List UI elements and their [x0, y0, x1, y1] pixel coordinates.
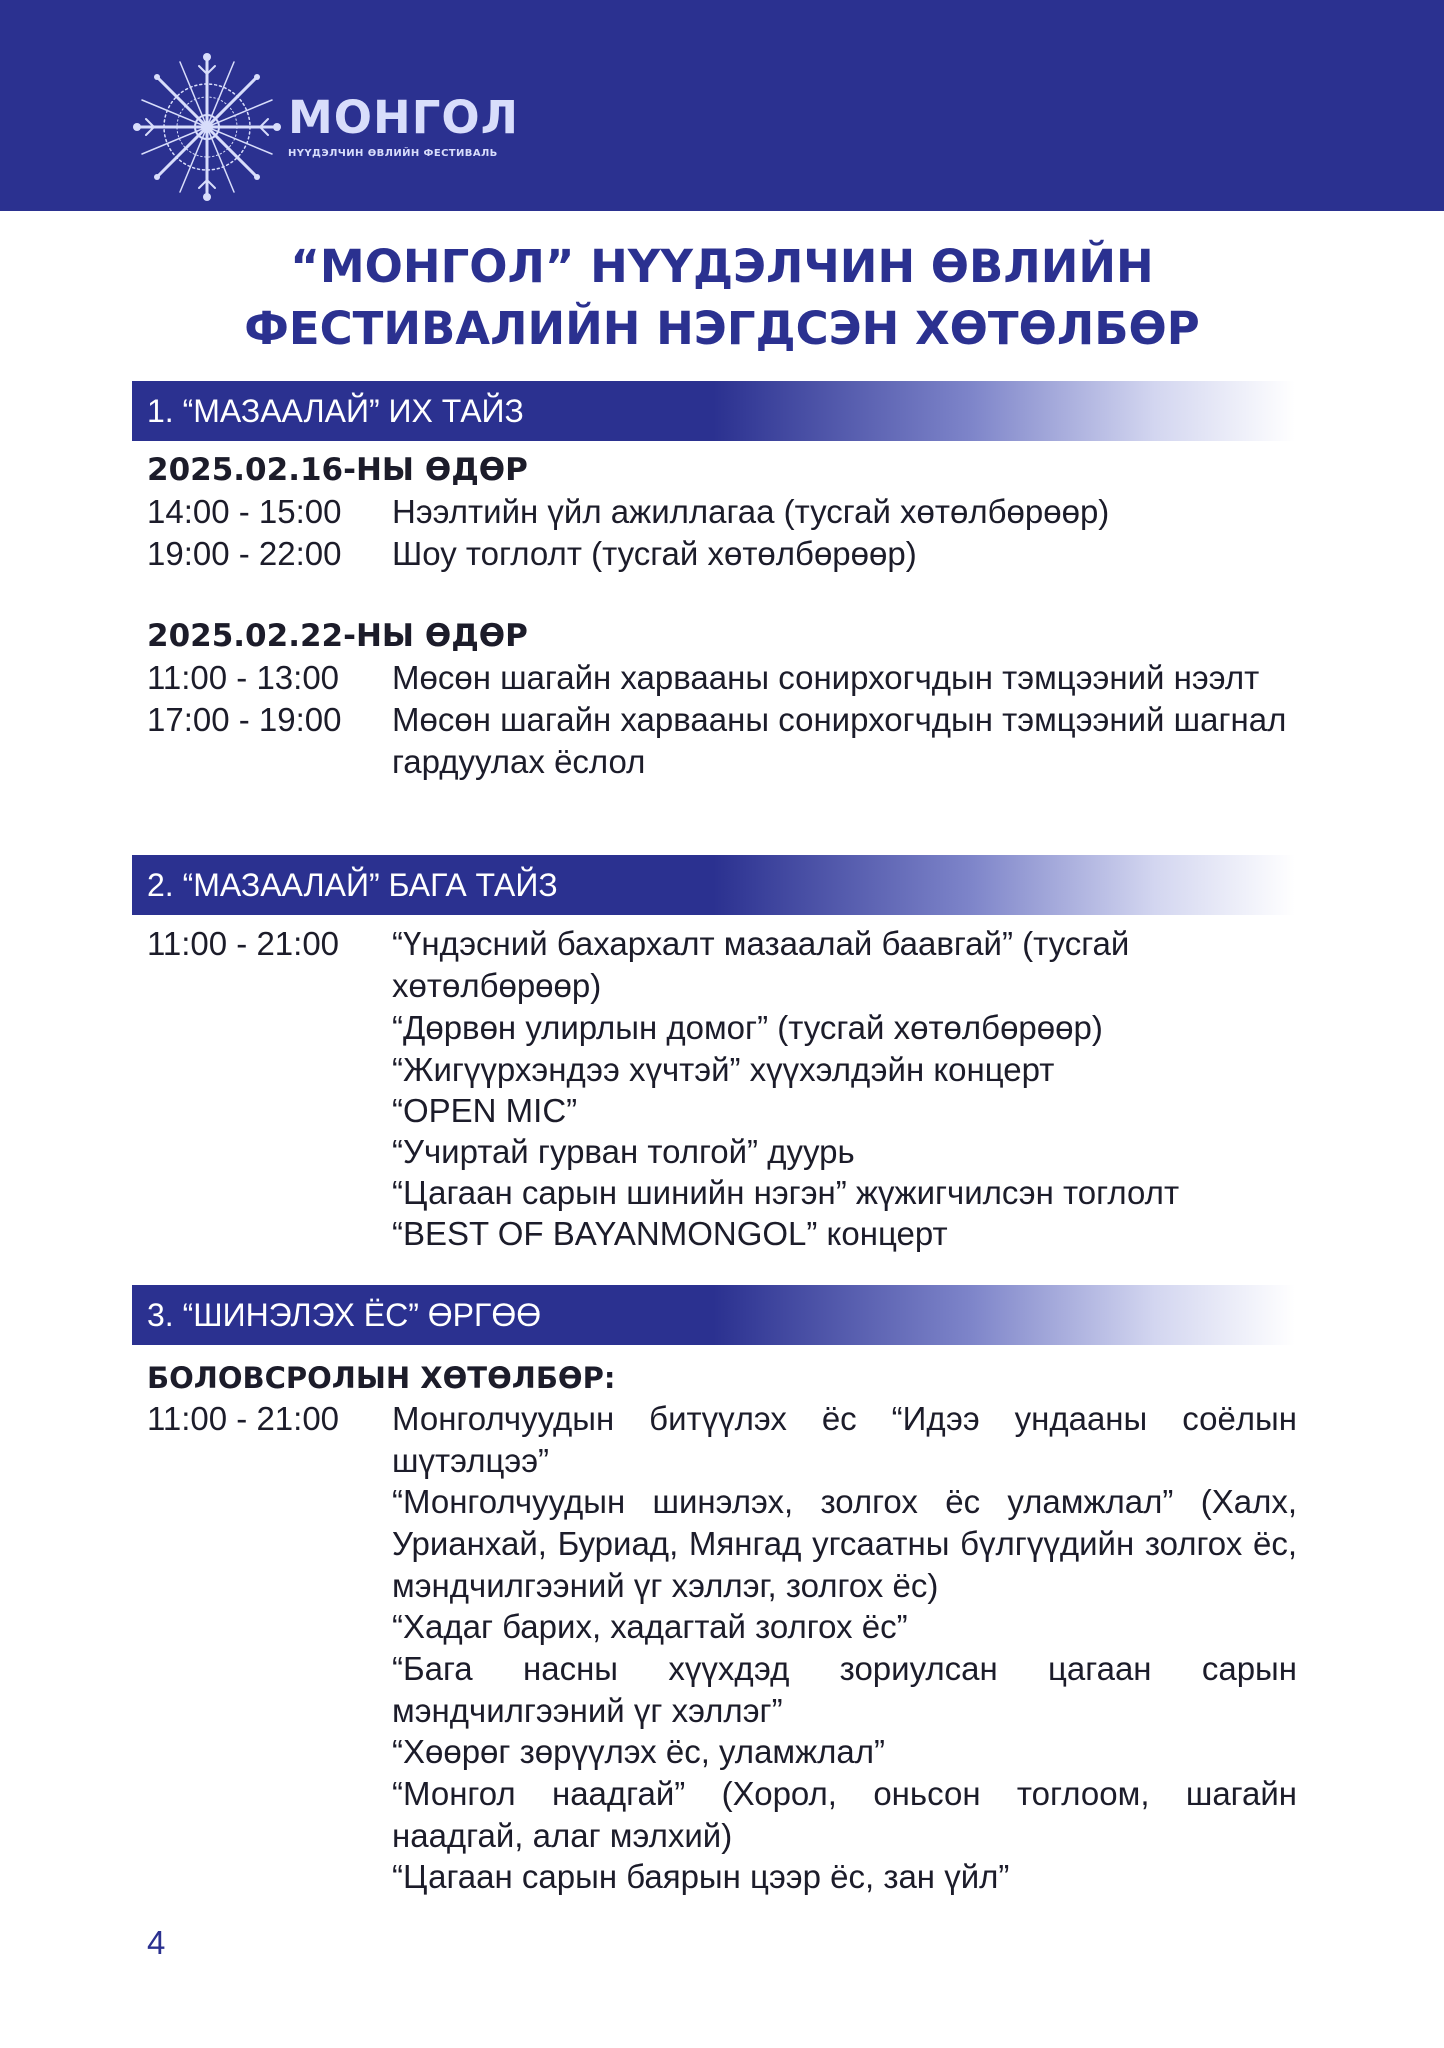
page-title-line-2: ФЕСТИВАЛИЙН НЭГДСЭН ХӨТӨЛБӨР	[244, 302, 1200, 355]
logo-tagline: НҮҮДЭЛЧИН ӨВЛИЙН ФЕСТИВАЛЬ	[288, 148, 498, 159]
schedule-text: Нээлтийн үйл ажиллагаа (тусгай хөтөлбөрөөр)	[392, 493, 1110, 530]
section-title: 1. “МАЗААЛАЙ” ИХ ТАЙЗ	[147, 393, 524, 429]
program-item: “Цагаан сарын баярын цээр ёс, зан үйл”	[392, 1858, 1010, 1895]
schedule-time: 11:00 - 21:00	[147, 925, 340, 962]
section-title: 2. “МАЗААЛАЙ” БАГА ТАЙЗ	[147, 867, 558, 903]
program-subheading: БОЛОВСРОЛЫН ХӨТӨЛБӨР:	[147, 1361, 616, 1395]
program-item: “Хөөрөг зөрүүлэх ёс, уламжлал”	[392, 1733, 886, 1770]
schedule-text: Мөсөн шагайн харвааны сонирхогчдын тэмцээний шагнал гардуулах ёслол	[392, 701, 1287, 780]
header-band	[0, 0, 1444, 211]
schedule-text: Мөсөн шагайн харвааны сонирхогчдын тэмцээний нээлт	[392, 659, 1260, 696]
program-item: “Монголчуудын шинэлэх, золгох ёс уламжлал” (Халх, Урианхай, Буриад, Мянгад угсаатны бүлгүүдийн золгох ёс, мэндчилгээний үг хэллэг, золгох ёс)	[392, 1483, 1297, 1604]
snowflake-sun-icon	[132, 52, 282, 202]
schedule-time: 14:00 - 15:00	[147, 493, 342, 530]
schedule-time: 11:00 - 13:00	[147, 659, 340, 696]
festival-logo	[132, 52, 519, 202]
section-title: 3. “ШИНЭЛЭХ ЁС” ӨРГӨӨ	[147, 1297, 542, 1333]
schedule-time: 19:00 - 22:00	[147, 535, 342, 572]
schedule-time: 17:00 - 19:00	[147, 701, 342, 738]
schedule-time: 11:00 - 21:00	[147, 1400, 340, 1437]
logo-text	[288, 91, 519, 159]
program-item: “Дөрвөн улирлын домог” (тусгай хөтөлбөрөөр)	[392, 1009, 1103, 1046]
section-header-1	[132, 381, 1295, 441]
program-item: Монголчуудын битүүлэх ёс “Идээ ундааны соёлын шүтэлцээ”	[392, 1400, 1297, 1479]
program-item: “Жигүүрхэндээ хүчтэй” хүүхэлдэйн концерт	[392, 1051, 1055, 1088]
date-heading: 2025.02.22-НЫ ӨДӨР	[147, 618, 528, 654]
schedule-text: Шоу тоглолт (тусгай хөтөлбөрөөр)	[392, 535, 917, 572]
program-item: “Хадаг барих, хадагтай золгох ёс”	[392, 1608, 908, 1645]
program-item: “Бага насны хүүхдэд зориулсан цагаан сарын мэндчилгээний үг хэллэг”	[392, 1650, 1297, 1729]
date-heading: 2025.02.16-НЫ ӨДӨР	[147, 452, 528, 488]
logo-wordmark: МОНГОЛ	[288, 91, 519, 144]
section-header-3	[132, 1285, 1295, 1345]
program-item: “Учиртай гурван толгой” дуурь	[392, 1133, 855, 1170]
program-item: “Монгол наадгай” (Хорол, оньсон тоглоом, шагайн наадгай, алаг мэлхий)	[392, 1775, 1297, 1854]
page-number: 4	[147, 1924, 166, 1961]
page-title-line-1: “МОНГОЛ” НҮҮДЭЛЧИН ӨВЛИЙН	[290, 240, 1154, 293]
page-title	[0, 236, 1444, 360]
program-item: “OPEN MIC”	[392, 1092, 578, 1129]
section-header-2	[132, 855, 1295, 915]
program-item: “BEST OF BAYANMONGOL” концерт	[392, 1215, 948, 1252]
program-item: “Үндэсний бахархалт мазаалай баавгай” (тусгай хөтөлбөрөөр)	[392, 925, 1130, 1004]
program-item: “Цагаан сарын шинийн нэгэн” жүжигчилсэн тоглолт	[392, 1174, 1180, 1211]
